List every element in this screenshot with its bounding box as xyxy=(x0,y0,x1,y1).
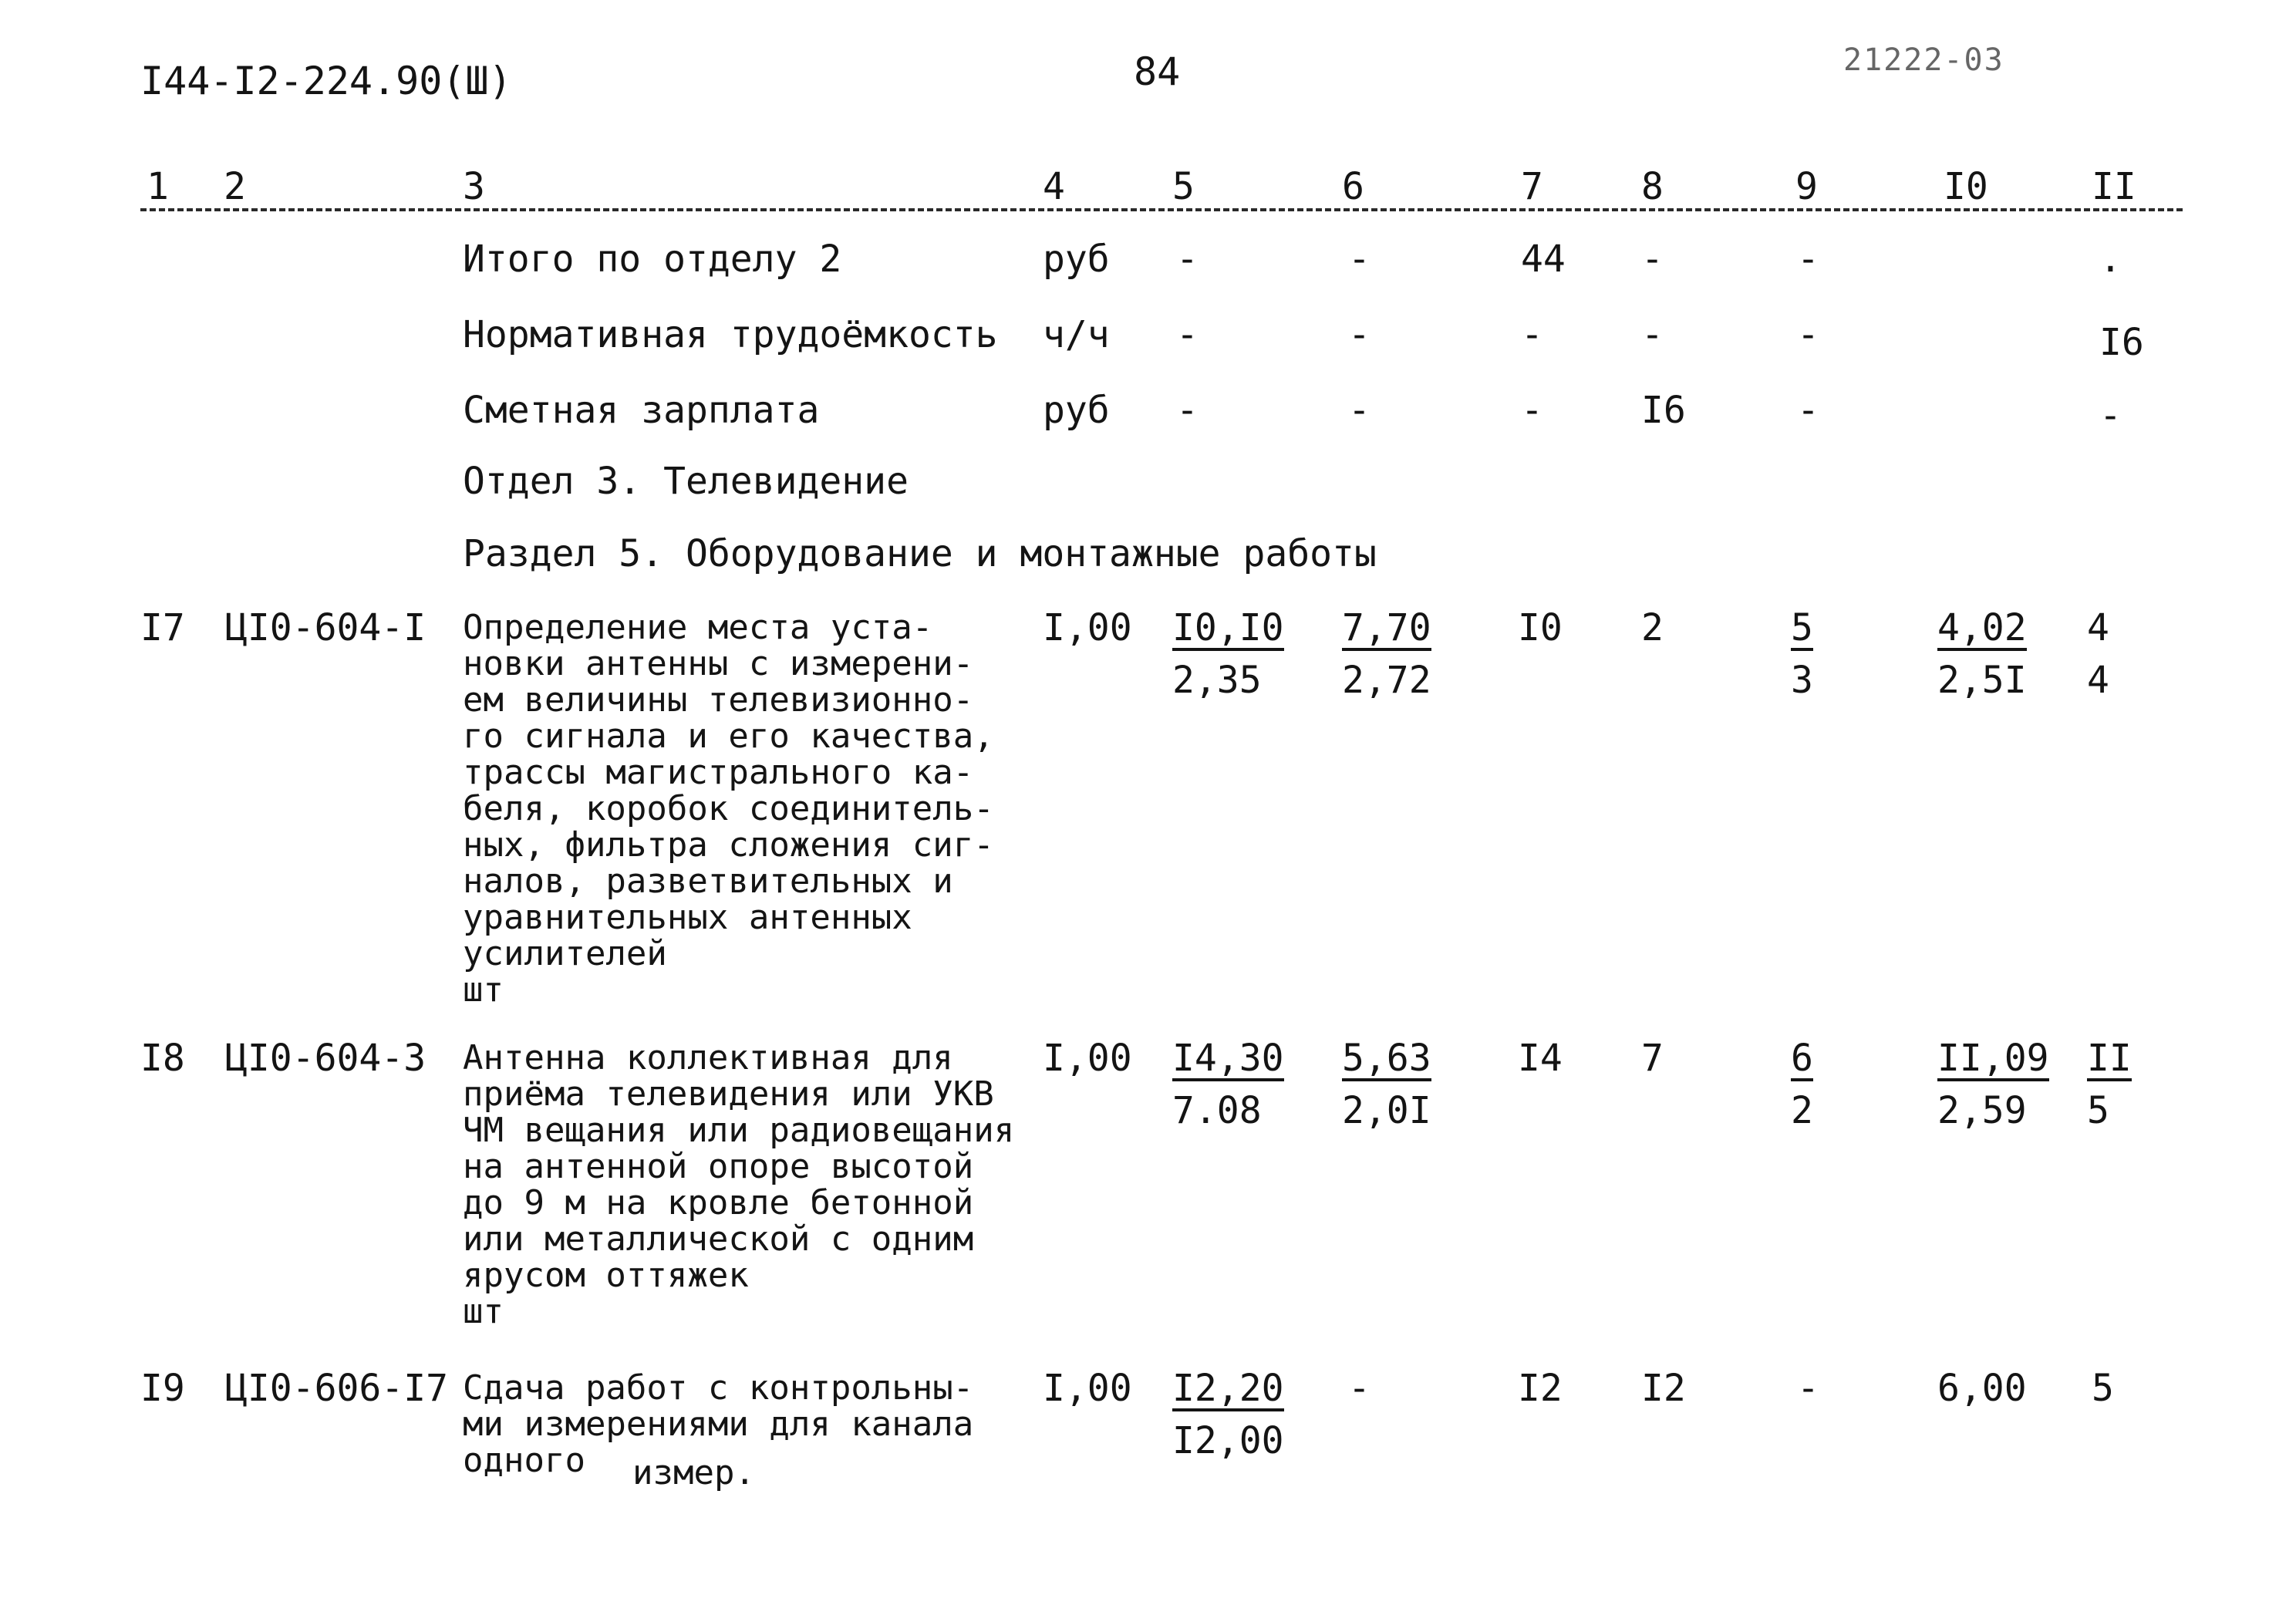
department-title: Отдел 3. Телевидение xyxy=(463,460,909,503)
col11-top: 4 xyxy=(2087,606,2109,649)
col8: I2 xyxy=(1641,1367,1686,1410)
col10-top: II,09 xyxy=(1937,1037,2049,1080)
col10-top: 4,02 xyxy=(1937,606,2027,649)
col7: I4 xyxy=(1518,1037,1563,1080)
col-header-3: 3 xyxy=(463,165,485,208)
norm-code: ЦI0-606-I7 xyxy=(225,1367,448,1410)
col6: - xyxy=(1348,1367,1371,1410)
row-number: I9 xyxy=(140,1367,185,1410)
header-rule xyxy=(140,208,2183,211)
unit-of-measure: измер. xyxy=(632,1453,755,1492)
summary-col11: . xyxy=(2099,238,2122,281)
summary-col8: - xyxy=(1641,313,1664,356)
page-number: 84 xyxy=(1134,49,1181,94)
col9-top: 6 xyxy=(1791,1037,1813,1080)
chapter-title: Раздел 5. Оборудование и монтажные работы xyxy=(463,532,1377,575)
col-header-10: I0 xyxy=(1944,165,1988,208)
summary-unit: руб xyxy=(1043,389,1110,432)
col-header-11: II xyxy=(2092,165,2136,208)
quantity: I,00 xyxy=(1043,606,1132,649)
summary-col5: - xyxy=(1176,313,1199,356)
col9-bottom: 3 xyxy=(1791,659,1813,702)
col9: - xyxy=(1797,1367,1819,1410)
col-header-1: 1 xyxy=(147,165,169,208)
summary-unit: руб xyxy=(1043,238,1110,281)
row-number: I8 xyxy=(140,1037,185,1080)
summary-label: Итого по отделу 2 xyxy=(463,238,842,281)
col5-bottom: I2,00 xyxy=(1172,1419,1284,1462)
work-description: Антенна коллективная для приёма телевидения или УКВ ЧМ вещания или радиовещания на антенной опоре высотой до 9 м на кровле бетонной или металлической с одним ярусом оттяжек шт xyxy=(463,1038,1015,1331)
col11: 5 xyxy=(2092,1367,2114,1410)
summary-col7: 44 xyxy=(1521,238,1566,281)
summary-col9: - xyxy=(1797,238,1819,281)
summary-col11: - xyxy=(2099,394,2122,437)
corner-stamp: 21222-03 xyxy=(1843,42,2004,78)
summary-col9: - xyxy=(1797,313,1819,356)
col9-bottom: 2 xyxy=(1791,1089,1813,1132)
col5-top: I2,20 xyxy=(1172,1367,1284,1410)
col11-top: II xyxy=(2087,1037,2132,1080)
summary-col5: - xyxy=(1176,389,1199,432)
work-description: Определение места уста- новки антенны с измерени- ем величины телевизионно- го сигнала и его качества, трассы магистрального ка- беля, коробок соединитель- ных, фильтра сложения сиг- налов, разветвительных и уравнительных антенных усилителей шт xyxy=(463,608,994,1010)
col6-bottom: 2,0I xyxy=(1342,1089,1431,1132)
col-header-8: 8 xyxy=(1641,165,1664,208)
summary-col6: - xyxy=(1348,389,1371,432)
row-number: I7 xyxy=(140,606,185,649)
col-header-6: 6 xyxy=(1342,165,1364,208)
col8: 7 xyxy=(1641,1037,1664,1080)
work-description: Сдача работ с контрольны- ми измерениями для канала одного xyxy=(463,1368,974,1480)
col5-bottom: 7.08 xyxy=(1172,1089,1262,1132)
col11-bottom: 5 xyxy=(2087,1089,2109,1132)
col10-bottom: 2,59 xyxy=(1937,1089,2027,1132)
col-header-5: 5 xyxy=(1172,165,1195,208)
col6-top: 7,70 xyxy=(1342,606,1431,649)
summary-label: Сметная зарплата xyxy=(463,389,820,432)
summary-col8: I6 xyxy=(1641,389,1686,432)
col7: I0 xyxy=(1518,606,1563,649)
quantity: I,00 xyxy=(1043,1037,1132,1080)
summary-col9: - xyxy=(1797,389,1819,432)
col5-top: I0,I0 xyxy=(1172,606,1284,649)
col6-bottom: 2,72 xyxy=(1342,659,1431,702)
col-header-4: 4 xyxy=(1043,165,1065,208)
col5-top: I4,30 xyxy=(1172,1037,1284,1080)
summary-col11: I6 xyxy=(2099,321,2144,364)
col-header-7: 7 xyxy=(1521,165,1543,208)
summary-label: Нормативная трудоёмкость xyxy=(463,313,998,356)
col9-top: 5 xyxy=(1791,606,1813,649)
col6-top: 5,63 xyxy=(1342,1037,1431,1080)
col-header-9: 9 xyxy=(1795,165,1818,208)
col-header-2: 2 xyxy=(224,165,246,208)
col8: 2 xyxy=(1641,606,1664,649)
summary-col5: - xyxy=(1176,238,1199,281)
summary-col8: - xyxy=(1641,238,1664,281)
summary-unit: ч/ч xyxy=(1043,313,1110,356)
summary-col6: - xyxy=(1348,238,1371,281)
col5-bottom: 2,35 xyxy=(1172,659,1262,702)
norm-code: ЦI0-604-I xyxy=(225,606,426,649)
col7: I2 xyxy=(1518,1367,1563,1410)
summary-col7: - xyxy=(1521,389,1543,432)
quantity: I,00 xyxy=(1043,1367,1132,1410)
document-code: I44-I2-224.90(Ш) xyxy=(140,59,512,103)
summary-col6: - xyxy=(1348,313,1371,356)
norm-code: ЦI0-604-3 xyxy=(225,1037,426,1080)
summary-col7: - xyxy=(1521,313,1543,356)
col10: 6,00 xyxy=(1937,1367,2027,1410)
col10-bottom: 2,5I xyxy=(1937,659,2027,702)
col11-bottom: 4 xyxy=(2087,659,2109,702)
